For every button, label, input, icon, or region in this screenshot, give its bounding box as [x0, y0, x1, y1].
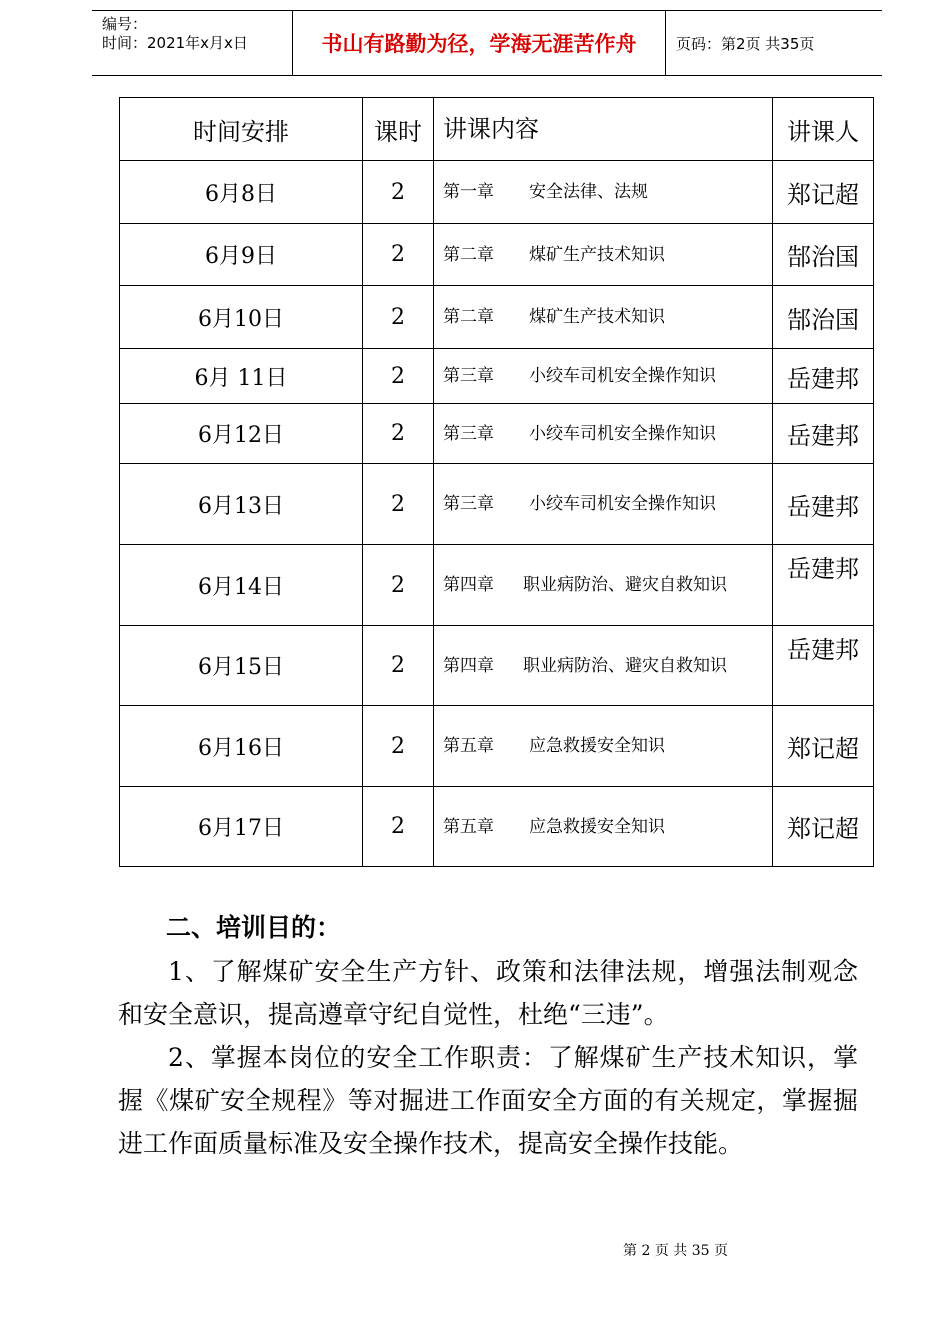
header-teacher: 讲课人: [773, 98, 874, 161]
table-row: [120, 224, 874, 286]
cell-topic: 煤矿生产技术知识: [529, 307, 665, 327]
cell-hours: 2: [363, 286, 434, 349]
cell-date: 6月12日: [120, 404, 363, 464]
cell-chapter: 第二章: [443, 307, 494, 327]
cell-content: [434, 464, 773, 545]
cell-content: [434, 706, 773, 787]
cell-chapter: 第五章: [443, 816, 494, 837]
cell-content: [434, 224, 773, 286]
cell-content: [434, 626, 773, 706]
page-header: [92, 10, 882, 76]
table-row: [120, 706, 874, 787]
header-page-info: 页码：第2页 共35页: [676, 34, 815, 53]
cell-teacher: 郜治国: [773, 224, 874, 286]
cell-teacher: 岳建邦: [773, 626, 874, 706]
cell-topic: 小绞车司机安全操作知识: [529, 423, 716, 444]
cell-teacher: 郜治国: [773, 286, 874, 349]
cell-teacher: 郑记超: [773, 161, 874, 224]
section-title: 二、培训目的：: [166, 913, 342, 942]
cell-date: 6月15日: [120, 626, 363, 706]
header-time-label: 时间：2021年x月x日: [102, 34, 248, 52]
cell-topic: 安全法律、法规: [529, 182, 648, 202]
cell-topic: 小绞车司机安全操作知识: [529, 366, 716, 386]
header-meta: [92, 11, 292, 75]
cell-teacher: 岳建邦: [773, 349, 874, 404]
cell-chapter: 第三章: [443, 423, 494, 444]
cell-chapter: 第四章: [443, 655, 494, 676]
paragraph-1: 1、了解煤矿安全生产方针、政策和法律法规，增强法制观念和安全意识，提高遵章守纪自觉性，杜绝“三违”。: [118, 957, 858, 1029]
cell-hours: 2: [363, 161, 434, 224]
cell-hours: 2: [363, 545, 434, 626]
header-number-label: 编号：: [102, 15, 148, 33]
table-header-row: [120, 98, 874, 161]
cell-chapter: 第四章: [443, 575, 494, 595]
table-row: [120, 787, 874, 867]
cell-date: 6月14日: [120, 545, 363, 626]
table-row: [120, 404, 874, 464]
cell-hours: 2: [363, 626, 434, 706]
cell-topic: 应急救援安全知识: [529, 736, 665, 756]
table-row: [120, 349, 874, 404]
cell-chapter: 第三章: [443, 494, 494, 514]
cell-content: [434, 349, 773, 404]
cell-chapter: 第三章: [443, 366, 494, 386]
cell-date: 6月 11日: [120, 349, 363, 404]
cell-topic: 职业病防治、避灾自救知识: [523, 575, 727, 595]
table-row: [120, 161, 874, 224]
table-row: [120, 545, 874, 626]
table-row: [120, 626, 874, 706]
schedule-table: [119, 97, 874, 867]
cell-hours: 2: [363, 224, 434, 286]
page-footer: 第 2 页 共 35 页: [623, 1243, 728, 1259]
header-hours: 课时: [363, 98, 434, 161]
cell-teacher: 郑记超: [773, 787, 874, 867]
cell-topic: 应急救援安全知识: [529, 816, 665, 837]
cell-content: [434, 286, 773, 349]
header-date: 时间安排: [120, 98, 363, 161]
cell-date: 6月16日: [120, 706, 363, 787]
cell-teacher: 岳建邦: [773, 545, 874, 626]
cell-teacher: 岳建邦: [773, 404, 874, 464]
cell-hours: 2: [363, 706, 434, 787]
cell-topic: 煤矿生产技术知识: [529, 244, 665, 265]
cell-hours: 2: [363, 464, 434, 545]
header-content: 讲课内容: [434, 98, 773, 161]
cell-hours: 2: [363, 787, 434, 867]
cell-content: [434, 787, 773, 867]
header-motto: 书山有路勤为径，学海无涯苦作舟: [292, 11, 666, 75]
cell-teacher: 郑记超: [773, 706, 874, 787]
paragraph-2: 2、掌握本岗位的安全工作职责：了解煤矿生产技术知识，掌握《煤矿安全规程》等对掘进工作面安全方面的有关规定，掌握掘进工作面质量标准及安全操作技术，提高安全操作技能。: [118, 1043, 858, 1158]
cell-content: [434, 545, 773, 626]
cell-chapter: 第二章: [443, 244, 494, 265]
cell-topic: 小绞车司机安全操作知识: [529, 494, 716, 514]
cell-hours: 2: [363, 404, 434, 464]
table-row: [120, 464, 874, 545]
cell-date: 6月8日: [120, 161, 363, 224]
cell-topic: 职业病防治、避灾自救知识: [523, 655, 727, 676]
cell-date: 6月9日: [120, 224, 363, 286]
cell-content: [434, 161, 773, 224]
cell-chapter: 第一章: [443, 182, 494, 202]
cell-content: [434, 404, 773, 464]
cell-teacher: 岳建邦: [773, 464, 874, 545]
cell-hours: 2: [363, 349, 434, 404]
cell-date: 6月10日: [120, 286, 363, 349]
cell-date: 6月17日: [120, 787, 363, 867]
cell-date: 6月13日: [120, 464, 363, 545]
cell-chapter: 第五章: [443, 736, 494, 756]
table-row: [120, 286, 874, 349]
